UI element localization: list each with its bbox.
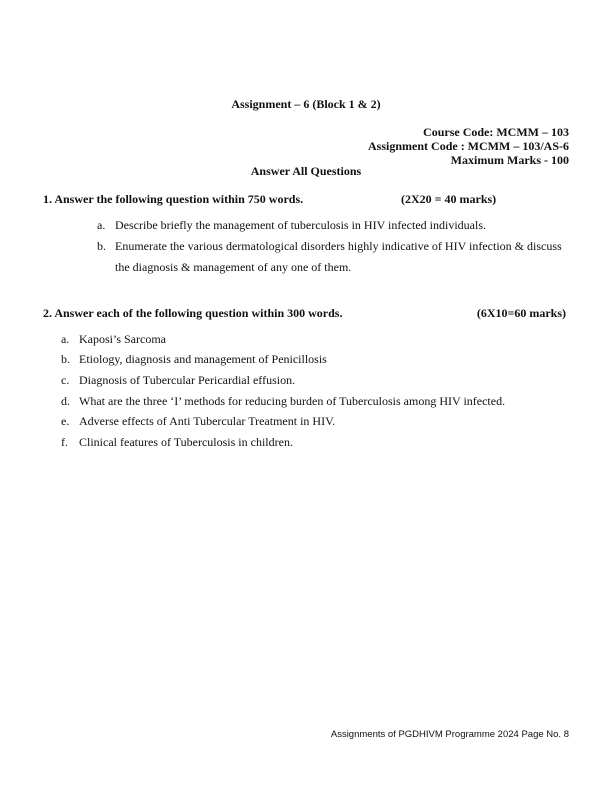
list-item [97, 239, 562, 254]
list-item-continuation: the diagnosis & management of any one of them. [115, 260, 352, 274]
list-marker: c. [61, 373, 70, 387]
list-marker: f. [61, 435, 68, 449]
list-item [97, 218, 486, 233]
list-item [61, 332, 166, 347]
list-item-text: Adverse effects of Anti Tubercular Treatment in HIV. [79, 414, 336, 428]
instruction: Answer All Questions [250, 164, 362, 178]
list-marker: d. [61, 394, 70, 408]
list-item-text: Clinical features of Tuberculosis in children. [79, 435, 293, 449]
list-item-text: Kaposi’s Sarcoma [79, 332, 166, 346]
list-item-text: What are the three ‘I’ methods for reducing burden of Tuberculosis among HIV infected. [79, 394, 506, 408]
course-code: Course Code: MCMM – 103 [423, 125, 569, 139]
list-item-text: Diagnosis of Tubercular Pericardial effusion. [79, 373, 296, 387]
question-2-marks: (6X10=60 marks) [476, 306, 566, 320]
question-1-heading: 1. Answer the following question within 750 words. [43, 192, 304, 206]
list-marker: e. [61, 414, 70, 428]
list-item [61, 435, 293, 450]
list-marker: b. [61, 352, 70, 366]
maximum-marks: Maximum Marks - 100 [450, 153, 569, 167]
list-marker: a. [61, 332, 70, 346]
question-2-heading: 2. Answer each of the following question within 300 words. [43, 306, 343, 320]
list-item [61, 373, 295, 388]
question-1-marks: (2X20 = 40 marks) [401, 192, 497, 206]
list-item [61, 394, 505, 409]
assignment-code: Assignment Code : MCMM – 103/AS-6 [368, 139, 569, 153]
page-footer: Assignments of PGDHIVM Programme 2024 Page No. 8 [330, 729, 569, 740]
list-marker: b. [97, 239, 106, 253]
list-marker: a. [97, 218, 106, 232]
list-item-text: Describe briefly the management of tuberculosis in HIV infected individuals. [115, 218, 487, 232]
list-item [61, 414, 335, 429]
page-title: Assignment – 6 (Block 1 & 2) [231, 97, 381, 111]
list-item-text: Etiology, diagnosis and management of Penicillosis [79, 352, 327, 366]
list-item-text: Enumerate the various dermatological disorders highly indicative of HIV infection & discuss [115, 239, 562, 253]
list-item [61, 352, 327, 367]
